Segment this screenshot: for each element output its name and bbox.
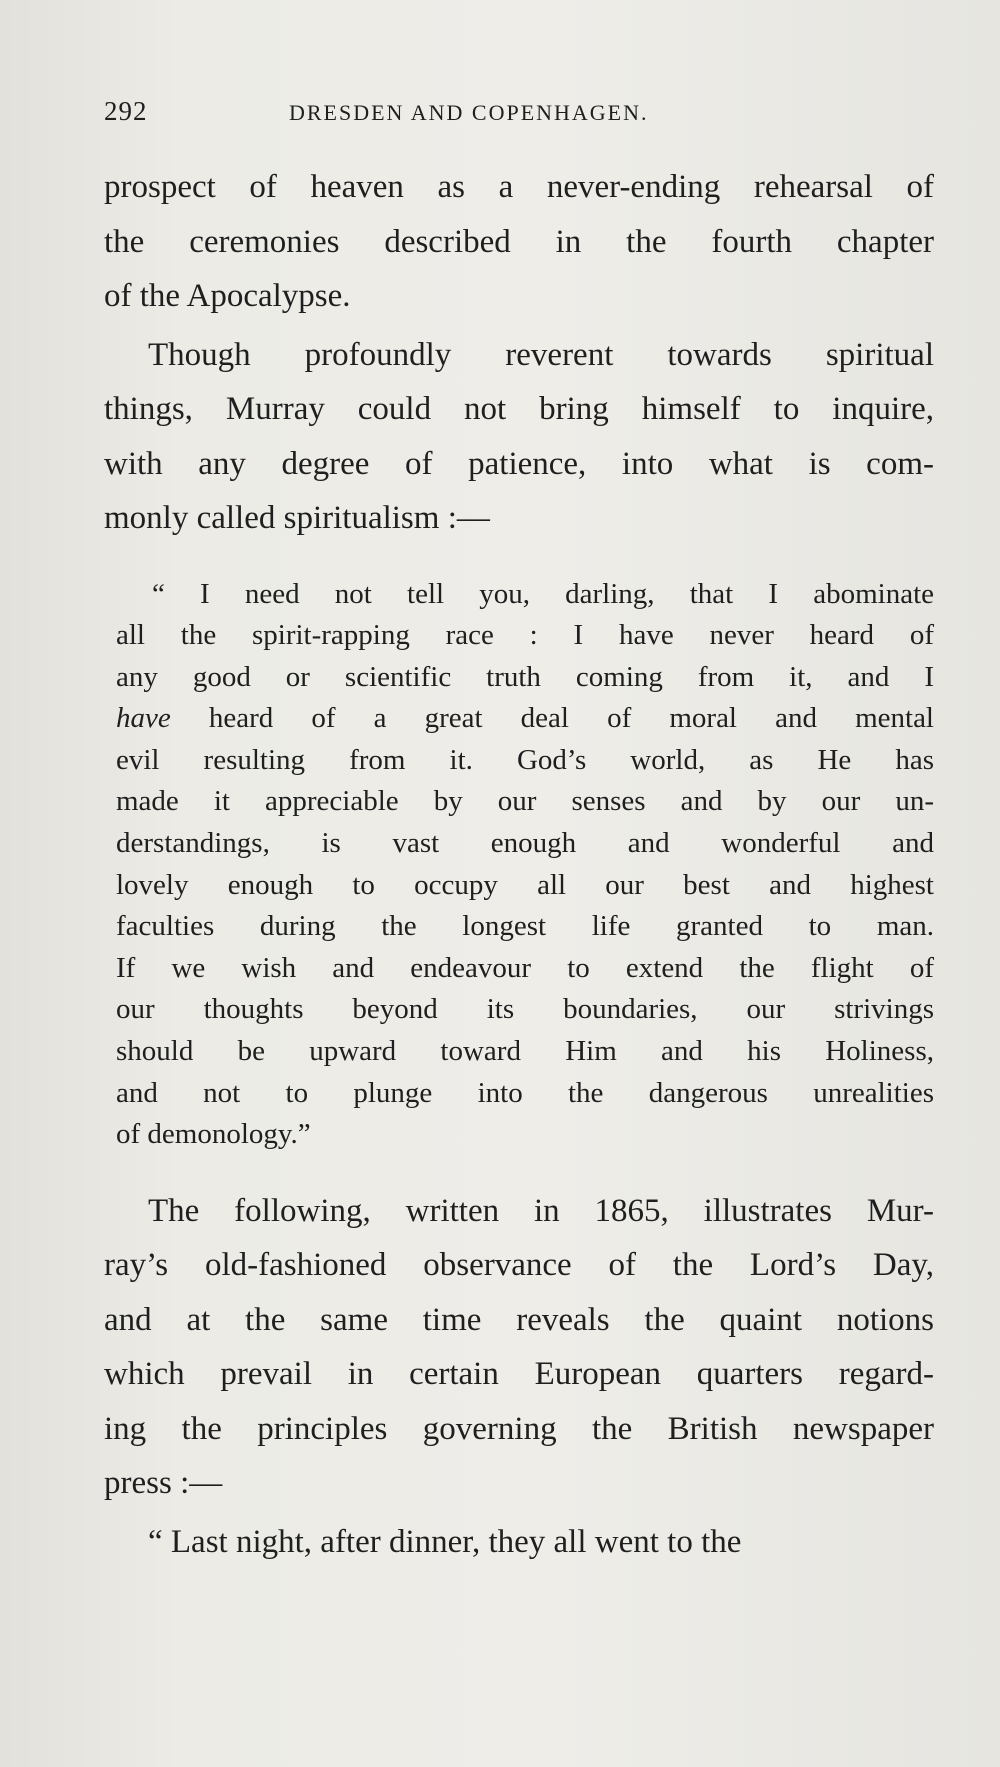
running-head: DRESDEN AND COPENHAGEN. [289,100,649,125]
text-line: “ Last night, after dinner, they all went to the [148,1523,742,1560]
quote-line: faculties during the longest life granted to man. [116,910,934,943]
text-line: monly called spiritualism :— [104,500,490,536]
quote-line: should be upward toward Him and his Holiness, [116,1035,934,1068]
text-line: The following, written in 1865, illustrates Mur- [148,1192,934,1229]
block-quote-1 [116,574,934,1156]
quote-line: our thoughts beyond its boundaries, our strivings [116,993,934,1026]
quote-line: any good or scientific truth coming from it, and I [116,660,934,693]
text-line: and at the same time reveals the quaint notions [104,1301,934,1338]
quote-line: derstandings, is vast enough and wonderful and [116,827,934,860]
quote-line: “ I need not tell you, darling, that I abominate [152,577,934,610]
text-line: press :— [104,1465,223,1502]
paragraph-1 [104,160,934,324]
page-number: 292 [104,96,148,126]
quote-line-with-italic [116,698,934,740]
text-line: ray’s old-fashioned observance of the Lord’s Day, [104,1247,934,1284]
paragraph-2 [104,328,934,546]
body-text [104,160,934,1569]
italic-word: have [116,702,171,735]
text-line: the ceremonies described in the fourth chapter [104,223,934,260]
paragraph-4 [104,1515,934,1570]
quote-line: of demonology.” [116,1118,311,1151]
text-line: things, Murray could not bring himself to inquire, [104,391,934,427]
quote-line: and not to plunge into the dangerous unrealities [116,1076,934,1109]
paragraph-3 [104,1184,934,1511]
text-line: of the Apocalypse. [104,278,351,314]
quote-line-rest: heard of a great deal of moral and mental [208,702,934,735]
text-line: which prevail in certain European quarters regard- [104,1356,934,1393]
quote-line: lovely enough to occupy all our best and highest [116,868,934,901]
quote-line: If we wish and endeavour to extend the flight of [116,951,934,984]
quote-line: made it appreciable by our senses and by our un- [116,785,934,818]
quote-line: all the spirit-rapping race : I have never heard of [116,619,934,652]
text-line: prospect of heaven as a never-ending rehearsal of [104,169,934,205]
text-line: Though profoundly reverent towards spiritual [148,336,934,373]
quote-line: evil resulting from it. God’s world, as He has [116,743,934,776]
text-line: with any degree of patience, into what is com- [104,445,934,482]
text-line: ing the principles governing the British newspaper [104,1410,934,1447]
